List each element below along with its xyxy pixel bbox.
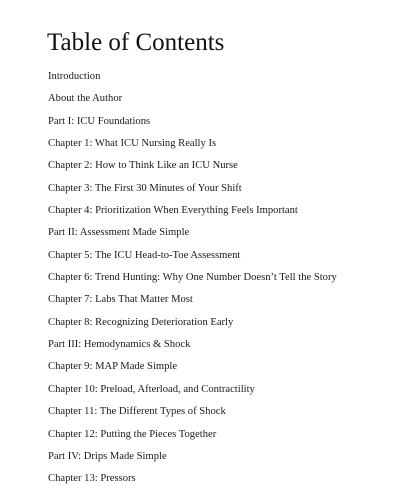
toc-entry-about-the-author: About the Author	[48, 93, 123, 105]
toc-entry-chapter-12: Chapter 12: Putting the Pieces Together	[48, 428, 217, 440]
toc-entry-chapter-7: Chapter 7: Labs That Matter Most	[48, 294, 193, 306]
toc-entry-part-1: Part I: ICU Foundations	[48, 115, 151, 127]
toc-entry-chapter-8: Chapter 8: Recognizing Deterioration Early	[48, 316, 234, 328]
toc-entry-chapter-11: Chapter 11: The Different Types of Shock	[48, 406, 226, 418]
toc-entry-part-3: Part III: Hemodynamics & Shock	[48, 339, 191, 351]
toc-entry-introduction: Introduction	[48, 71, 101, 82]
toc-entry-chapter-10: Chapter 10: Preload, Afterload, and Contractility	[48, 383, 255, 395]
toc-entry-chapter-4: Chapter 4: Prioritization When Everything Feels Important	[48, 205, 298, 217]
toc-entry-chapter-2: Chapter 2: How to Think Like an ICU Nurse	[48, 160, 238, 172]
page-title: Table of Contents	[47, 29, 225, 56]
toc-entry-part-2: Part II: Assessment Made Simple	[48, 227, 190, 239]
toc-entry-chapter-6: Chapter 6: Trend Hunting: Why One Number Doesn’t Tell the Story	[48, 272, 337, 284]
toc-entry-chapter-13: Chapter 13: Pressors	[48, 473, 136, 485]
toc-list	[48, 66, 393, 491]
toc-entry-part-4: Part IV: Drips Made Simple	[48, 450, 167, 462]
toc-entry-chapter-9: Chapter 9: MAP Made Simple	[48, 361, 178, 373]
toc-entry-chapter-3: Chapter 3: The First 30 Minutes of Your Shift	[48, 182, 242, 194]
toc-entry-chapter-5: Chapter 5: The ICU Head-to-Toe Assessment	[48, 249, 241, 261]
toc-entry-chapter-1: Chapter 1: What ICU Nursing Really Is	[48, 138, 217, 150]
